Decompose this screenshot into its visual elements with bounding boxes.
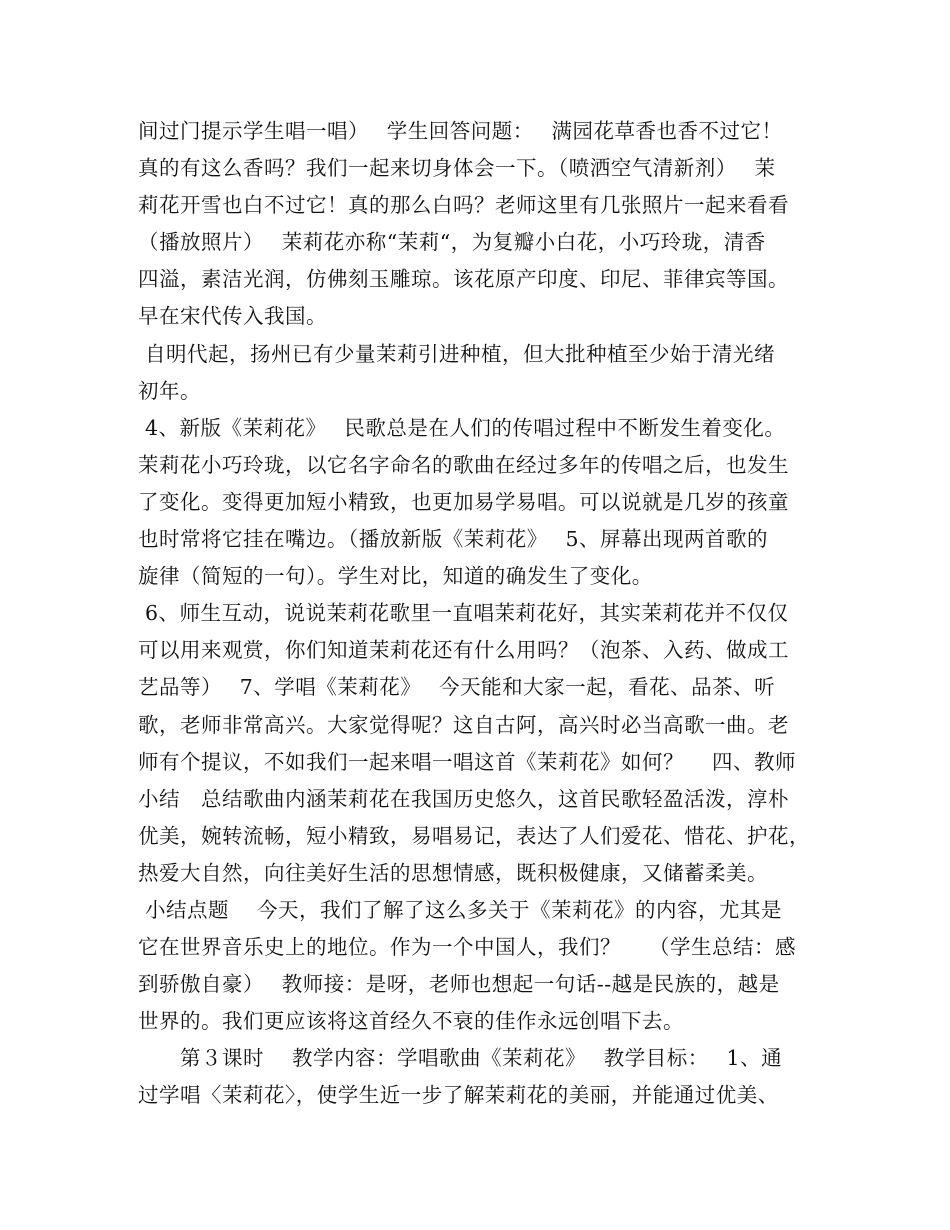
text-line: 师有个提议，不如我们一起来唱一唱这首《茉莉花》如何？ 四、教师: [138, 749, 797, 774]
text-line: （播放照片） 茉莉花亦称“茉莉“，为复瓣小白花，小巧玲珑，清香: [138, 230, 766, 255]
text-line: 过学唱〈茉莉花〉，使学生近一步了解茉莉花的美丽，并能通过优美、: [138, 1083, 779, 1108]
text-line: 优美，婉转流畅，短小精致，易唱易记，表达了人们爱花、惜花、护花，: [138, 823, 810, 848]
text-line: 莉花开雪也白不过它！真的那么白吗？老师这里有几张照片一起来看看: [138, 193, 789, 218]
text-line: 自明代起，扬州已有少量茉莉引进种植，但大批种植至少始于清光绪: [138, 341, 776, 366]
text-line: 可以用来观赏，你们知道茉莉花还有什么用吗？（泡茶、入药、做成工: [138, 638, 789, 663]
text-line: 间过门提示学生唱一唱） 学生回答问题： 满园花草香也香不过它！: [138, 119, 783, 143]
text-line: 歌，老师非常高兴。大家觉得呢？这自古阿，高兴时必当高歌一曲。老: [138, 712, 789, 737]
text-line: 到骄傲自豪） 教师接：是呀，老师也想起一句话--越是民族的，越是: [138, 972, 780, 997]
text-line: 真的有这么香吗？我们一起来切身体会一下。（喷洒空气清新剂） 茉: [138, 156, 776, 181]
text-line: 6、师生互动，说说茉莉花歌里一直唱茉莉花好，其实茉莉花并不仅仅: [138, 601, 789, 626]
text-line: 也时常将它挂在嘴边。（播放新版《茉莉花》 5、屏幕出现两首歌的: [138, 527, 769, 552]
text-line: 了变化。变得更加短小精致，也更加易学易唱。可以说就是几岁的孩童: [138, 489, 789, 514]
text-line: 4、新版《茉莉花》 民歌总是在人们的传唱过程中不断发生着变化。: [138, 415, 786, 440]
text-line: 四溢，素洁光润，仿佛刻玉雕琼。该花原产印度、印尼、菲律宾等国。: [138, 267, 789, 292]
text-line: 小结点题 今天，我们了解了这么多关于《茉莉花》的内容，尤其是: [138, 897, 783, 922]
text-line: 早在宋代传入我国。: [138, 304, 327, 329]
text-line: 艺品等） 7、学唱《茉莉花》 今天能和大家一起，看花、品茶、听: [138, 675, 776, 700]
text-line: 它在世界音乐史上的地位。作为一个中国人，我们？ （学生总结：感: [138, 935, 797, 960]
text-line: 第３课时 教学内容：学唱歌曲《茉莉花》 教学目标： 1、通: [138, 1046, 783, 1071]
text-line: 茉莉花小巧玲珑，以它名字命名的歌曲在经过多年的传唱之后，也发生: [138, 452, 789, 477]
text-line: 旋律（简短的一句）。学生对比，知道的确发生了变化。: [138, 564, 653, 589]
text-line: 世界的。我们更应该将这首经久不衰的佳作永远创唱下去。: [138, 1009, 684, 1034]
body-text: [138, 113, 828, 1115]
text-line: 初年。: [138, 378, 201, 403]
text-line: 小结 总结歌曲内涵茉莉花在我国历史悠久，这首民歌轻盈活泼，淳朴: [138, 786, 789, 811]
text-line: 热爱大自然，向往美好生活的思想情感，既积极健康，又储蓄柔美。: [138, 860, 768, 885]
